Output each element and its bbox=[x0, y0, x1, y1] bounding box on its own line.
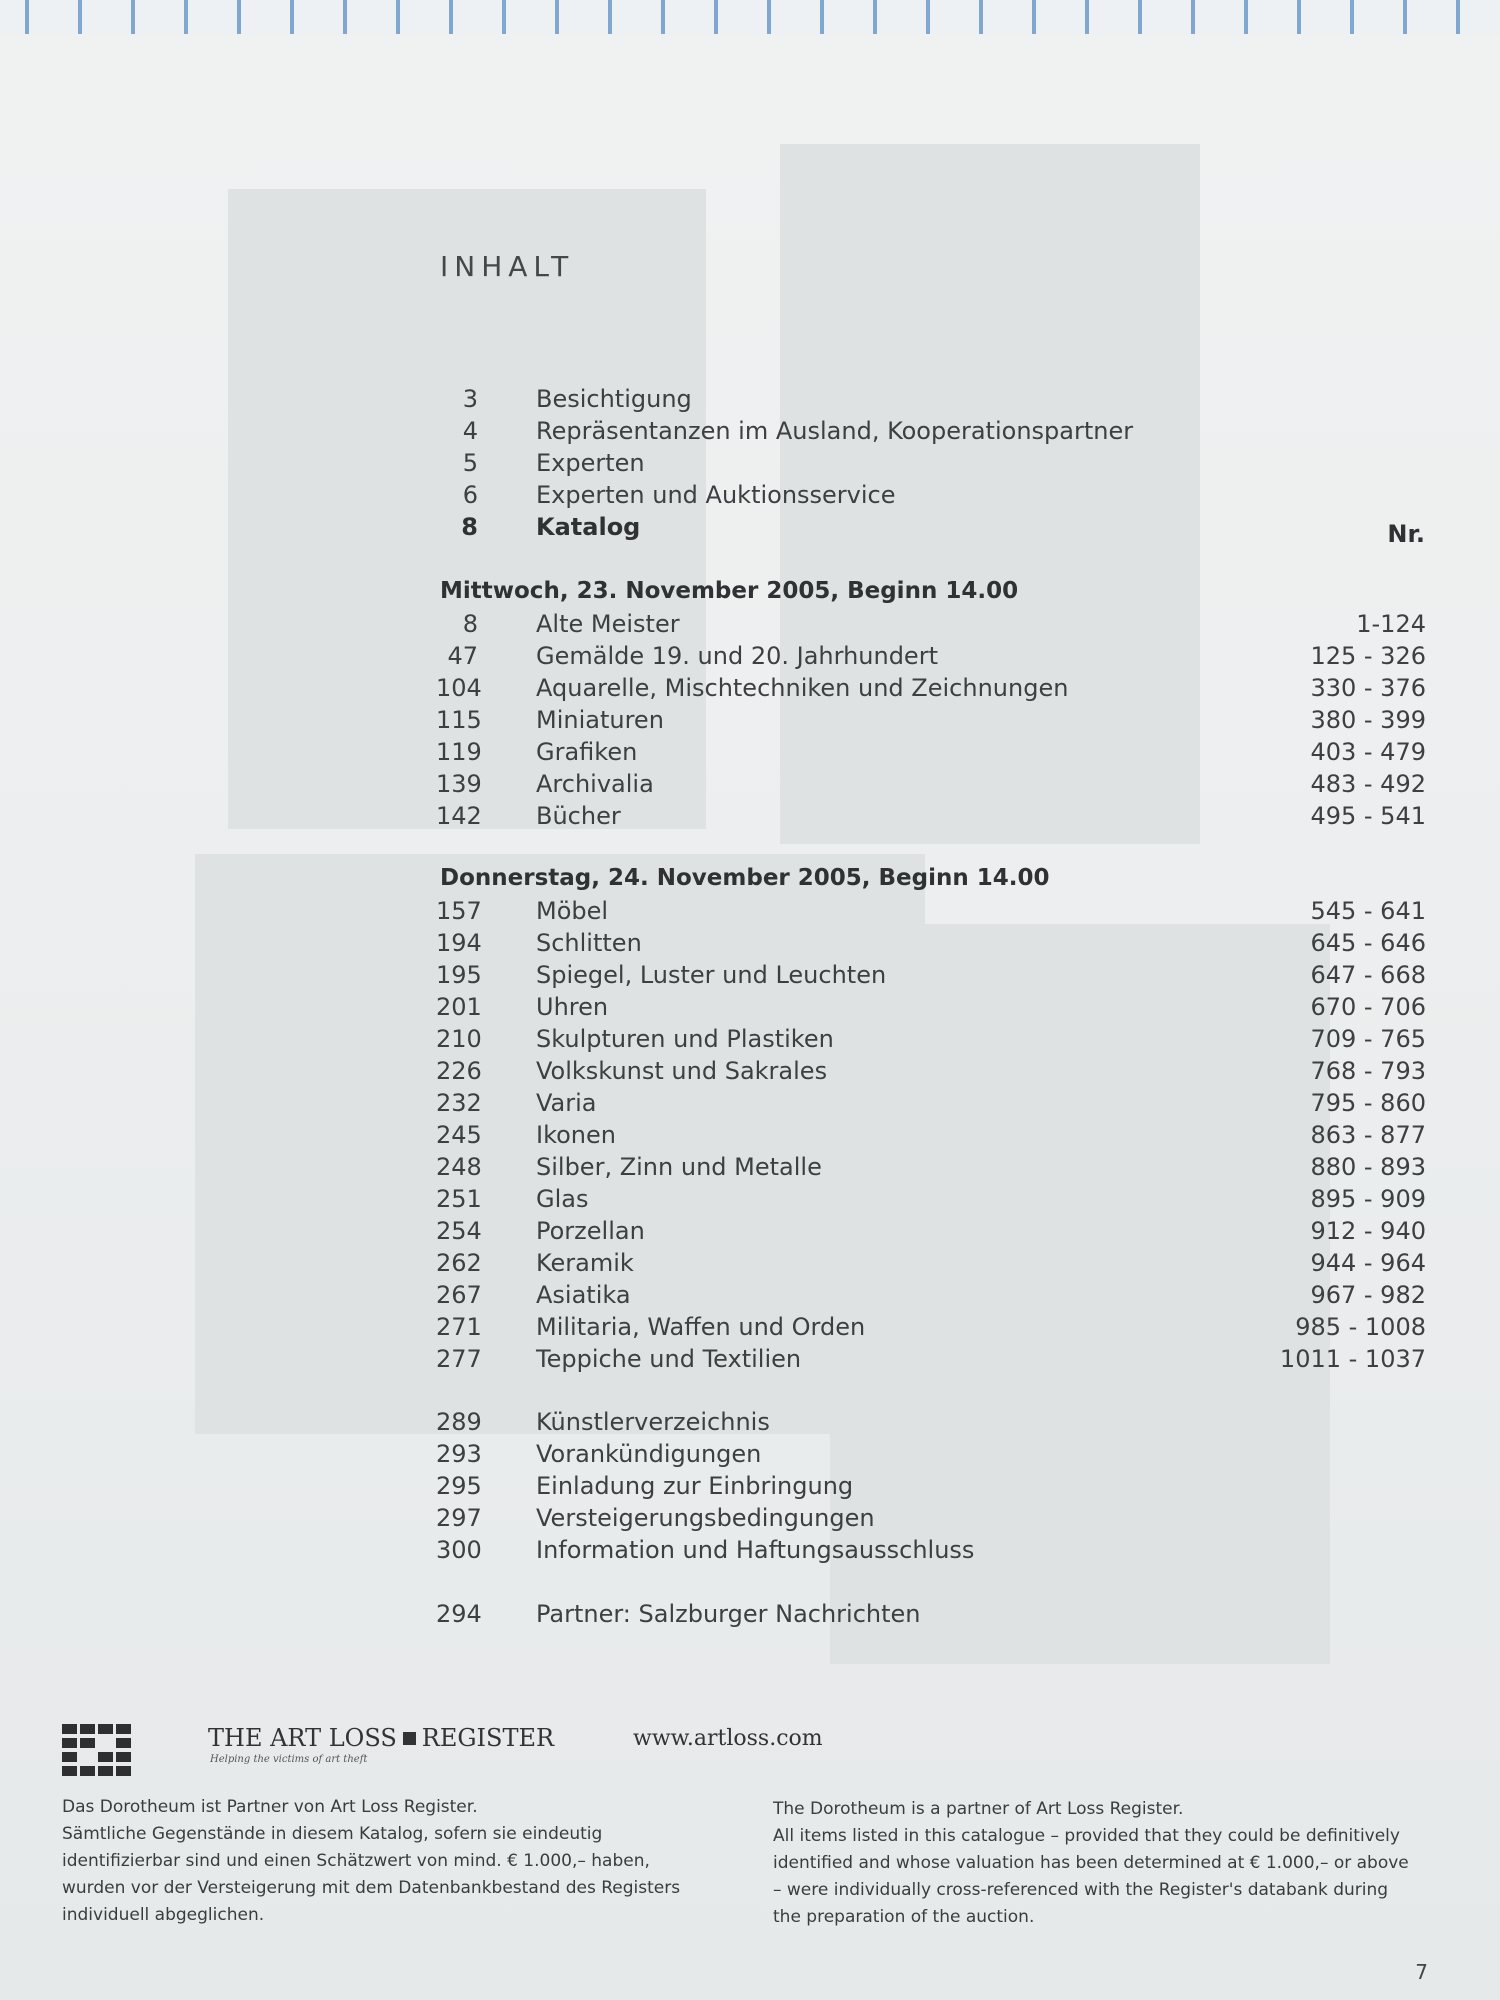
toc-page: 271 bbox=[436, 1313, 482, 1341]
toc-page: 245 bbox=[436, 1121, 482, 1149]
toc-row bbox=[436, 1185, 1426, 1217]
toc-row bbox=[436, 1281, 1426, 1313]
art-loss-register-logo-icon bbox=[62, 1724, 132, 1776]
toc-page: 119 bbox=[436, 738, 482, 766]
note-line: wurden vor der Versteigerung mit dem Datenbankbestand des Registers bbox=[62, 1878, 681, 1898]
toc-lot-range: 483 - 492 bbox=[1310, 770, 1426, 798]
toc-page: 262 bbox=[436, 1249, 482, 1277]
note-line: the preparation of the auction. bbox=[773, 1907, 1035, 1927]
day2-title: Donnerstag, 24. November 2005, Beginn 14.00 bbox=[440, 865, 1050, 891]
toc-label: Bücher bbox=[536, 802, 621, 830]
toc-page: 195 bbox=[436, 961, 482, 989]
toc-lot-range: 495 - 541 bbox=[1310, 802, 1426, 830]
toc-lot-range: 545 - 641 bbox=[1310, 897, 1426, 925]
brand-url: www.artloss.com bbox=[633, 1726, 823, 1751]
toc-label: Uhren bbox=[536, 993, 609, 1021]
toc-lot-range: 670 - 706 bbox=[1310, 993, 1426, 1021]
toc-row bbox=[436, 1089, 1426, 1121]
toc-lot-range: 912 - 940 bbox=[1310, 1217, 1426, 1245]
toc-lot-range: 985 - 1008 bbox=[1295, 1313, 1426, 1341]
toc-label: Glas bbox=[536, 1185, 589, 1213]
toc-label: Besichtigung bbox=[536, 385, 692, 413]
toc-row bbox=[436, 481, 1426, 513]
note-line: All items listed in this catalogue – provided that they could be definitively bbox=[773, 1826, 1400, 1846]
brand-name-right: REGISTER bbox=[421, 1724, 555, 1752]
toc-label: Einladung zur Einbringung bbox=[536, 1472, 854, 1500]
page-number: 7 bbox=[1415, 1960, 1428, 1984]
toc-page: 8 bbox=[462, 610, 478, 638]
toc-row bbox=[436, 1472, 1426, 1504]
note-line: The Dorotheum is a partner of Art Loss Register. bbox=[773, 1799, 1184, 1819]
toc-row bbox=[436, 1249, 1426, 1281]
toc-row bbox=[436, 1408, 1426, 1440]
toc-lot-range: 944 - 964 bbox=[1310, 1249, 1426, 1277]
toc-page: 294 bbox=[436, 1600, 482, 1628]
toc-label: Schlitten bbox=[536, 929, 642, 957]
toc-label: Experten bbox=[536, 449, 645, 477]
toc-label: Keramik bbox=[536, 1249, 634, 1277]
toc-page: 4 bbox=[462, 417, 478, 445]
note-line: identified and whose valuation has been determined at € 1.000,– or above bbox=[773, 1853, 1409, 1873]
toc-lot-range: 967 - 982 bbox=[1310, 1281, 1426, 1309]
toc-lot-range: 709 - 765 bbox=[1310, 1025, 1426, 1053]
toc-page: 295 bbox=[436, 1472, 482, 1500]
toc-row bbox=[436, 417, 1426, 449]
toc-page: 232 bbox=[436, 1089, 482, 1117]
toc-lot-range: 1-124 bbox=[1356, 610, 1426, 638]
toc-page: 254 bbox=[436, 1217, 482, 1245]
toc-row bbox=[436, 610, 1426, 642]
toc-label: Varia bbox=[536, 1089, 597, 1117]
toc-page: 297 bbox=[436, 1504, 482, 1532]
toc-row bbox=[436, 770, 1426, 802]
toc-label: Grafiken bbox=[536, 738, 638, 766]
toc-label: Information und Haftungsausschluss bbox=[536, 1536, 975, 1564]
brand-square-icon bbox=[403, 1732, 416, 1745]
toc-page: 248 bbox=[436, 1153, 482, 1181]
toc-row bbox=[436, 1536, 1426, 1568]
toc-row bbox=[436, 1153, 1426, 1185]
brand-tagline: Helping the victims of art theft bbox=[210, 1754, 368, 1765]
toc-row bbox=[436, 738, 1426, 770]
toc-lot-range: 645 - 646 bbox=[1310, 929, 1426, 957]
toc-row bbox=[436, 993, 1426, 1025]
toc-row bbox=[436, 674, 1426, 706]
toc-page: 5 bbox=[462, 449, 478, 477]
toc-row-partner bbox=[436, 1600, 1426, 1632]
toc-label: Skulpturen und Plastiken bbox=[536, 1025, 834, 1053]
toc-row-katalog bbox=[436, 513, 1426, 545]
toc-label: Volkskunst und Sakrales bbox=[536, 1057, 828, 1085]
toc-row bbox=[436, 897, 1426, 929]
toc-label: Künstlerverzeichnis bbox=[536, 1408, 770, 1436]
note-line: individuell abgeglichen. bbox=[62, 1905, 265, 1925]
toc-row bbox=[436, 929, 1426, 961]
toc-lot-range: 330 - 376 bbox=[1310, 674, 1426, 702]
toc-lot-range: 647 - 668 bbox=[1310, 961, 1426, 989]
page-title: INHALT bbox=[440, 250, 575, 283]
brand-name bbox=[208, 1724, 554, 1752]
toc-label: Partner: Salzburger Nachrichten bbox=[536, 1600, 921, 1628]
toc-label: Archivalia bbox=[536, 770, 654, 798]
toc-page: 289 bbox=[436, 1408, 482, 1436]
toc-page: 226 bbox=[436, 1057, 482, 1085]
toc-row bbox=[436, 802, 1426, 834]
toc-page: 267 bbox=[436, 1281, 482, 1309]
toc-row bbox=[436, 961, 1426, 993]
toc-label: Alte Meister bbox=[536, 610, 680, 638]
toc-row bbox=[436, 1057, 1426, 1089]
toc-label: Katalog bbox=[536, 513, 641, 541]
toc-lot-range: 125 - 326 bbox=[1310, 642, 1426, 670]
toc-page: 201 bbox=[436, 993, 482, 1021]
lot-number-header: Nr. bbox=[1387, 520, 1425, 548]
note-line: Sämtliche Gegenstände in diesem Katalog, sofern sie eindeutig bbox=[62, 1824, 603, 1844]
toc-page: 115 bbox=[436, 706, 482, 734]
note-line: identifizierbar sind und einen Schätzwert von mind. € 1.000,– haben, bbox=[62, 1851, 650, 1871]
toc-page: 251 bbox=[436, 1185, 482, 1213]
brand-name-left: THE ART LOSS bbox=[208, 1724, 397, 1752]
toc-page: 139 bbox=[436, 770, 482, 798]
toc-label: Miniaturen bbox=[536, 706, 664, 734]
toc-row bbox=[436, 1121, 1426, 1153]
toc-label: Möbel bbox=[536, 897, 609, 925]
toc-row bbox=[436, 1504, 1426, 1536]
grid-paper-strip bbox=[0, 0, 1500, 34]
toc-label: Asiatika bbox=[536, 1281, 631, 1309]
toc-label: Silber, Zinn und Metalle bbox=[536, 1153, 822, 1181]
note-line: Das Dorotheum ist Partner von Art Loss Register. bbox=[62, 1797, 478, 1817]
toc-lot-range: 795 - 860 bbox=[1310, 1089, 1426, 1117]
toc-row bbox=[436, 1217, 1426, 1249]
toc-row bbox=[436, 1440, 1426, 1472]
toc-page: 277 bbox=[436, 1345, 482, 1373]
toc-page: 47 bbox=[447, 642, 478, 670]
toc-label: Experten und Auktionsservice bbox=[536, 481, 896, 509]
toc-lot-range: 880 - 893 bbox=[1310, 1153, 1426, 1181]
toc-row bbox=[436, 1025, 1426, 1057]
partner-note-german bbox=[62, 1794, 742, 1929]
toc-page: 293 bbox=[436, 1440, 482, 1468]
toc-row bbox=[436, 449, 1426, 481]
toc-row bbox=[436, 1345, 1426, 1377]
toc-lot-range: 380 - 399 bbox=[1310, 706, 1426, 734]
toc-label: Militaria, Waffen und Orden bbox=[536, 1313, 866, 1341]
toc-page: 194 bbox=[436, 929, 482, 957]
toc-page: 6 bbox=[462, 481, 478, 509]
toc-page: 157 bbox=[436, 897, 482, 925]
toc-row bbox=[436, 706, 1426, 738]
day1-title: Mittwoch, 23. November 2005, Beginn 14.00 bbox=[440, 578, 1019, 604]
toc-lot-range: 863 - 877 bbox=[1310, 1121, 1426, 1149]
note-line: – were individually cross-referenced with the Register's databank during bbox=[773, 1880, 1389, 1900]
toc-label: Spiegel, Luster und Leuchten bbox=[536, 961, 887, 989]
toc-page: 3 bbox=[462, 385, 478, 413]
toc-label: Aquarelle, Mischtechniken und Zeichnungen bbox=[536, 674, 1069, 702]
toc-label: Porzellan bbox=[536, 1217, 645, 1245]
toc-row bbox=[436, 1313, 1426, 1345]
toc-row bbox=[436, 642, 1426, 674]
toc-lot-range: 895 - 909 bbox=[1310, 1185, 1426, 1213]
toc-label: Vorankündigungen bbox=[536, 1440, 762, 1468]
toc-lot-range: 768 - 793 bbox=[1310, 1057, 1426, 1085]
toc-page: 104 bbox=[436, 674, 482, 702]
toc-page: 8 bbox=[461, 513, 478, 541]
toc-label: Versteigerungsbedingungen bbox=[536, 1504, 875, 1532]
toc-lot-range: 1011 - 1037 bbox=[1279, 1345, 1426, 1373]
toc-row bbox=[436, 385, 1426, 417]
toc-label: Gemälde 19. und 20. Jahrhundert bbox=[536, 642, 938, 670]
toc-label: Teppiche und Textilien bbox=[536, 1345, 802, 1373]
toc-page: 300 bbox=[436, 1536, 482, 1564]
partner-note-english bbox=[773, 1796, 1453, 1931]
toc-page: 142 bbox=[436, 802, 482, 830]
toc-page: 210 bbox=[436, 1025, 482, 1053]
toc-label: Repräsentanzen im Ausland, Kooperationspartner bbox=[536, 417, 1134, 445]
toc-label: Ikonen bbox=[536, 1121, 616, 1149]
toc-lot-range: 403 - 479 bbox=[1310, 738, 1426, 766]
